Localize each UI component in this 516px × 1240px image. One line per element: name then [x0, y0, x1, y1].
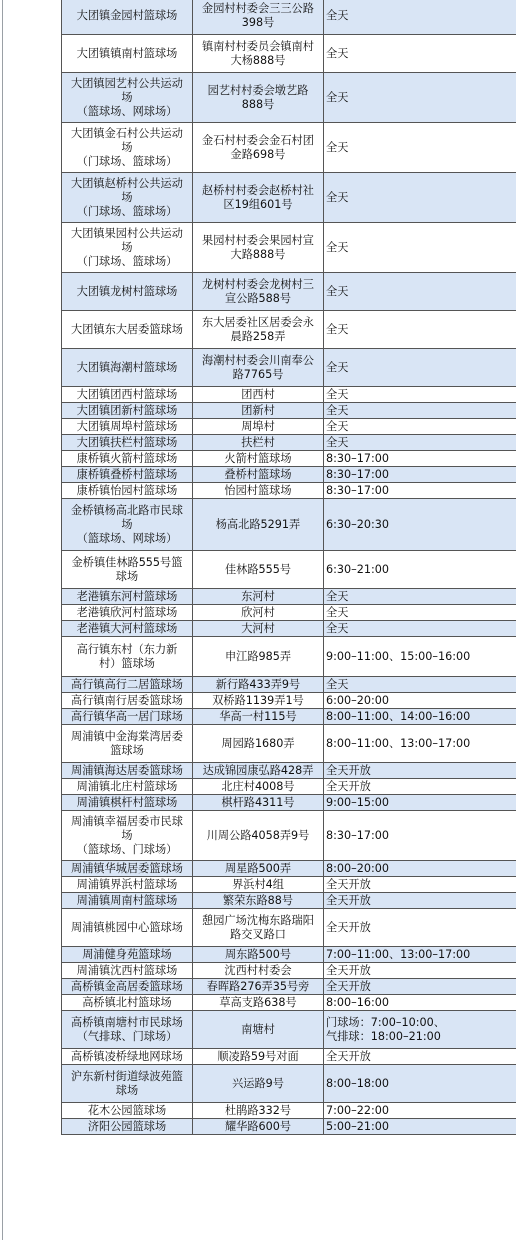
- venue-address-cell: 欣河村: [193, 605, 324, 621]
- table-row: [62, 483, 516, 499]
- table-row: [62, 621, 516, 637]
- table-row: [62, 979, 516, 995]
- table-row: [62, 709, 516, 725]
- table-row: [62, 403, 516, 419]
- venue-name-cell: 老港镇东河村篮球场: [62, 589, 193, 605]
- opening-hours-cell: 6:30–21:00: [324, 551, 516, 589]
- venue-name-cell: 康桥镇火箭村篮球场: [62, 451, 193, 467]
- venue-address-cell: 耀华路600号: [193, 1119, 324, 1135]
- venue-name-cell: 康桥镇怡园村篮球场: [62, 483, 193, 499]
- venue-address-cell: 双桥路1139弄1号: [193, 693, 324, 709]
- table-row: [62, 861, 516, 877]
- venue-name-cell: 大团镇金石村公共运动 场 （门球场、篮球场）: [62, 123, 193, 173]
- venue-address-cell: 叠桥村篮球场: [193, 467, 324, 483]
- opening-hours-cell: 8:00–20:00: [324, 861, 516, 877]
- opening-hours-cell: 6:30–20:30: [324, 499, 516, 551]
- opening-hours-cell: 全天: [324, 403, 516, 419]
- table-row: [62, 589, 516, 605]
- opening-hours-cell: 全天: [324, 123, 516, 173]
- table-row: [62, 1065, 516, 1103]
- venue-address-cell: 申江路985弄: [193, 637, 324, 677]
- opening-hours-cell: 全天开放: [324, 893, 516, 909]
- venue-name-cell: 大团镇果园村公共运动 场 （门球场、篮球场）: [62, 223, 193, 273]
- venue-name-cell: 大团镇团西村篮球场: [62, 387, 193, 403]
- venue-address-cell: 果园村村委会果园村宣 大路888号: [193, 223, 324, 273]
- venue-address-cell: 春晖路276弄35号旁: [193, 979, 324, 995]
- table-row: [62, 1049, 516, 1065]
- opening-hours-cell: 全天: [324, 223, 516, 273]
- table-row: [62, 963, 516, 979]
- venue-name-cell: 周浦镇界浜村篮球场: [62, 877, 193, 893]
- venue-address-cell: 金园村村委会三三公路 398号: [193, 0, 324, 35]
- opening-hours-cell: 全天: [324, 311, 516, 349]
- opening-hours-cell: 全天开放: [324, 963, 516, 979]
- venue-address-cell: 东大居委社区居委会永 晨路258弄: [193, 311, 324, 349]
- venue-name-cell: 周浦镇中金海棠湾居委 篮球场: [62, 725, 193, 763]
- opening-hours-cell: 全天: [324, 73, 516, 123]
- opening-hours-cell: 8:00–11:00、14:00–16:00: [324, 709, 516, 725]
- venue-address-cell: 北庄村4008号: [193, 779, 324, 795]
- table-row: [62, 311, 516, 349]
- venue-name-cell: 大团镇金园村篮球场: [62, 0, 193, 35]
- venue-table: [61, 0, 516, 1135]
- table-row: [62, 995, 516, 1011]
- table-row: [62, 223, 516, 273]
- opening-hours-cell: 8:00–16:00: [324, 995, 516, 1011]
- venue-name-cell: 大团镇龙树村篮球场: [62, 273, 193, 311]
- venue-name-cell: 高行镇东村（东力新 村）篮球场: [62, 637, 193, 677]
- opening-hours-cell: 全天: [324, 387, 516, 403]
- venue-name-cell: 济阳公园篮球场: [62, 1119, 193, 1135]
- opening-hours-cell: 7:00–11:00、13:00–17:00: [324, 947, 516, 963]
- venue-name-cell: 金桥镇杨高北路市民球 场 （篮球场、网球场）: [62, 499, 193, 551]
- venue-address-cell: 金石村村委会金石村团 金路698号: [193, 123, 324, 173]
- venue-address-cell: 憩园广场沈梅东路瑞阳 路交叉路口: [193, 909, 324, 947]
- table-row: [62, 73, 516, 123]
- table-row: [62, 1011, 516, 1049]
- venue-name-cell: 大团镇园艺村公共运动 场 （篮球场、网球场）: [62, 73, 193, 123]
- opening-hours-cell: 全天: [324, 677, 516, 693]
- venue-address-cell: 周埠村: [193, 419, 324, 435]
- venue-address-cell: 扶栏村: [193, 435, 324, 451]
- opening-hours-cell: 8:00–18:00: [324, 1065, 516, 1103]
- venue-address-cell: 周星路500弄: [193, 861, 324, 877]
- table-row: [62, 1103, 516, 1119]
- venue-address-cell: 顺凌路59号对面: [193, 1049, 324, 1065]
- venue-name-cell: 老港镇欣河村篮球场: [62, 605, 193, 621]
- table-row: [62, 349, 516, 387]
- venue-name-cell: 高行镇高行二居篮球场: [62, 677, 193, 693]
- opening-hours-cell: 全天: [324, 605, 516, 621]
- venue-name-cell: 康桥镇叠桥村篮球场: [62, 467, 193, 483]
- venue-address-cell: 沈西村村委会: [193, 963, 324, 979]
- table-row: [62, 387, 516, 403]
- table-row: [62, 451, 516, 467]
- venue-table-body: [62, 0, 516, 1135]
- venue-address-cell: 怡园村篮球场: [193, 483, 324, 499]
- venue-name-cell: 周浦镇棋杆村篮球场: [62, 795, 193, 811]
- venue-name-cell: 大团镇扶栏村篮球场: [62, 435, 193, 451]
- table-row: [62, 123, 516, 173]
- venue-name-cell: 大团镇东大居委篮球场: [62, 311, 193, 349]
- venue-address-cell: 龙树村村委会龙树村三 宣公路588号: [193, 273, 324, 311]
- opening-hours-cell: 9:00–15:00: [324, 795, 516, 811]
- table-row: [62, 419, 516, 435]
- venue-address-cell: 杜鹃路332号: [193, 1103, 324, 1119]
- opening-hours-cell: 全天: [324, 0, 516, 35]
- venue-name-cell: 高桥镇北村篮球场: [62, 995, 193, 1011]
- table-row: [62, 0, 516, 35]
- venue-address-cell: 华高一村115号: [193, 709, 324, 725]
- venue-name-cell: 周浦健身苑篮球场: [62, 947, 193, 963]
- venue-name-cell: 大团镇周埠村篮球场: [62, 419, 193, 435]
- venue-address-cell: 繁荣东路88号: [193, 893, 324, 909]
- venue-address-cell: 海潮村村委会川南奉公 路7765号: [193, 349, 324, 387]
- venue-name-cell: 高桥镇南塘村市民球场 （气排球、门球场）: [62, 1011, 193, 1049]
- venue-address-cell: 达成锦园康弘路428弄: [193, 763, 324, 779]
- table-row: [62, 173, 516, 223]
- table-row: [62, 795, 516, 811]
- opening-hours-cell: 8:30–17:00: [324, 811, 516, 861]
- venue-address-cell: 团西村: [193, 387, 324, 403]
- venue-name-cell: 周浦镇华城居委篮球场: [62, 861, 193, 877]
- venue-address-cell: 川周公路4058弄9号: [193, 811, 324, 861]
- venue-address-cell: 大河村: [193, 621, 324, 637]
- venue-address-cell: 团新村: [193, 403, 324, 419]
- opening-hours-cell: 全天: [324, 173, 516, 223]
- table-row: [62, 763, 516, 779]
- venue-name-cell: 大团镇团新村篮球场: [62, 403, 193, 419]
- venue-name-cell: 金桥镇佳林路555号篮 球场: [62, 551, 193, 589]
- opening-hours-cell: 6:00–20:00: [324, 693, 516, 709]
- opening-hours-cell: 全天开放: [324, 877, 516, 893]
- venue-name-cell: 高行镇南行居委篮球场: [62, 693, 193, 709]
- table-row: [62, 877, 516, 893]
- opening-hours-cell: 8:30–17:00: [324, 483, 516, 499]
- opening-hours-cell: 全天开放: [324, 779, 516, 795]
- table-row: [62, 1119, 516, 1135]
- venue-address-cell: 佳林路555号: [193, 551, 324, 589]
- venue-name-cell: 周浦镇桃园中心篮球场: [62, 909, 193, 947]
- opening-hours-cell: 全天: [324, 273, 516, 311]
- opening-hours-cell: 8:30–17:00: [324, 451, 516, 467]
- venue-name-cell: 高桥镇金高居委篮球场: [62, 979, 193, 995]
- venue-address-cell: 火箭村篮球场: [193, 451, 324, 467]
- opening-hours-cell: 全天: [324, 589, 516, 605]
- venue-address-cell: 周东路500号: [193, 947, 324, 963]
- venue-name-cell: 大团镇镇南村篮球场: [62, 35, 193, 73]
- table-row: [62, 467, 516, 483]
- opening-hours-cell: 门球场：7:00–10:00、 气排球：18:00–21:00: [324, 1011, 516, 1049]
- opening-hours-cell: 全天: [324, 435, 516, 451]
- table-row: [62, 35, 516, 73]
- table-row: [62, 605, 516, 621]
- opening-hours-cell: 全天: [324, 35, 516, 73]
- venue-name-cell: 高桥镇凌桥绿地网球场: [62, 1049, 193, 1065]
- opening-hours-cell: 5:00–21:00: [324, 1119, 516, 1135]
- venue-name-cell: 大团镇赵桥村公共运动 场 （门球场、篮球场）: [62, 173, 193, 223]
- page-margin-line: [2, 0, 3, 1240]
- table-row: [62, 909, 516, 947]
- venue-address-cell: 新行路433弄9号: [193, 677, 324, 693]
- venue-name-cell: 周浦镇海达居委篮球场: [62, 763, 193, 779]
- table-row: [62, 677, 516, 693]
- venue-address-cell: 草高支路638号: [193, 995, 324, 1011]
- opening-hours-cell: 全天: [324, 349, 516, 387]
- opening-hours-cell: 全天开放: [324, 1049, 516, 1065]
- venue-address-cell: 镇南村村委员会镇南村 大杨888号: [193, 35, 324, 73]
- venue-address-cell: 园艺村村委会墩艺路 888号: [193, 73, 324, 123]
- table-row: [62, 551, 516, 589]
- venue-address-cell: 周园路1680弄: [193, 725, 324, 763]
- venue-name-cell: 周浦镇沈西村篮球场: [62, 963, 193, 979]
- table-row: [62, 947, 516, 963]
- table-row: [62, 693, 516, 709]
- opening-hours-cell: 全天开放: [324, 979, 516, 995]
- opening-hours-cell: 全天: [324, 419, 516, 435]
- venue-address-cell: 赵桥村村委会赵桥村社 区19组601号: [193, 173, 324, 223]
- table-row: [62, 637, 516, 677]
- venue-name-cell: 花木公园篮球场: [62, 1103, 193, 1119]
- venue-address-cell: 界浜村4组: [193, 877, 324, 893]
- table-row: [62, 893, 516, 909]
- opening-hours-cell: 全天开放: [324, 763, 516, 779]
- venue-address-cell: 棋杆路4311号: [193, 795, 324, 811]
- table-row: [62, 435, 516, 451]
- venue-name-cell: 周浦镇北庄村篮球场: [62, 779, 193, 795]
- venue-address-cell: 南塘村: [193, 1011, 324, 1049]
- table-row: [62, 273, 516, 311]
- opening-hours-cell: 8:00–11:00、13:00–17:00: [324, 725, 516, 763]
- opening-hours-cell: 全天开放: [324, 909, 516, 947]
- opening-hours-cell: 全天: [324, 621, 516, 637]
- venue-name-cell: 老港镇大河村篮球场: [62, 621, 193, 637]
- venue-name-cell: 高行镇华高一居门球场: [62, 709, 193, 725]
- venue-address-cell: 兴运路9号: [193, 1065, 324, 1103]
- venue-address-cell: 杨高北路5291弄: [193, 499, 324, 551]
- venue-address-cell: 东河村: [193, 589, 324, 605]
- table-row: [62, 725, 516, 763]
- table-row: [62, 499, 516, 551]
- venue-name-cell: 周浦镇幸福居委市民球 场 （篮球场、门球场）: [62, 811, 193, 861]
- opening-hours-cell: 8:30–17:00: [324, 467, 516, 483]
- opening-hours-cell: 7:00–22:00: [324, 1103, 516, 1119]
- venue-name-cell: 沪东新村街道绿波苑篮 球场: [62, 1065, 193, 1103]
- venue-name-cell: 周浦镇周南村篮球场: [62, 893, 193, 909]
- opening-hours-cell: 9:00–11:00、15:00–16:00: [324, 637, 516, 677]
- venue-name-cell: 大团镇海潮村篮球场: [62, 349, 193, 387]
- table-row: [62, 779, 516, 795]
- table-row: [62, 811, 516, 861]
